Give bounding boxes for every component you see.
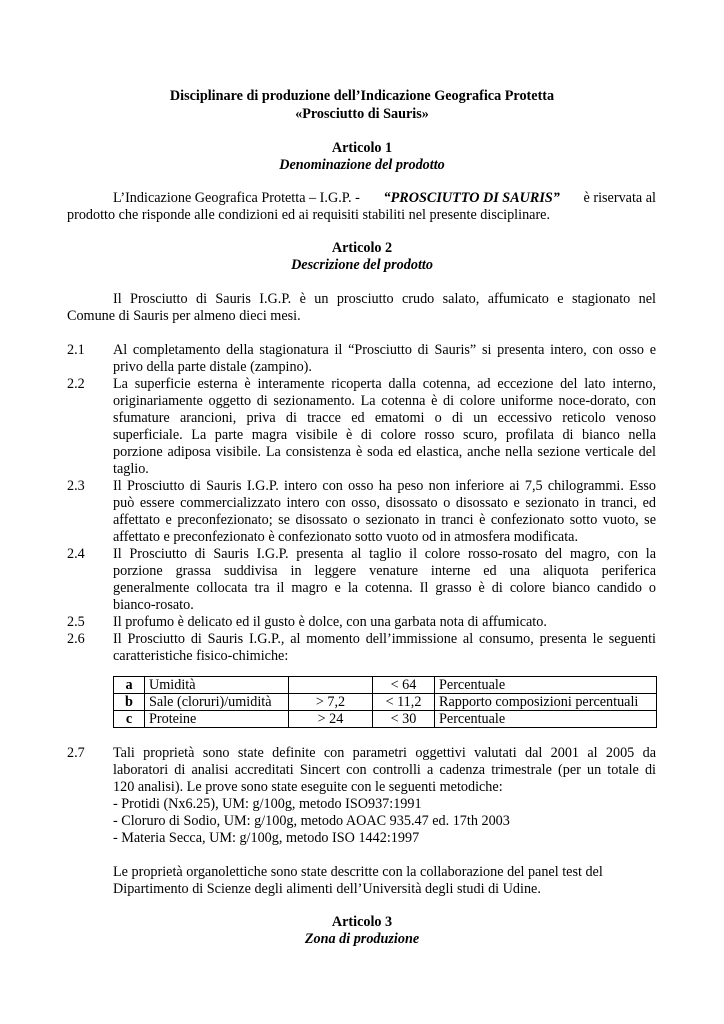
table-cell-parameter: Proteine xyxy=(145,711,289,728)
item-line: può essere commercializzato intero con osso, disossato o disossato e sezionato in tranci, ed xyxy=(113,495,656,511)
method-line: - Protidi (Nx6.25), UM: g/100g, metodo ISO937:1991 xyxy=(113,796,422,812)
article-1-paragraph-line2: prodotto che risponde alle condizioni ed ai requisiti stabiliti nel presente disciplinare. xyxy=(67,207,551,223)
table-cell-key: a xyxy=(114,677,145,694)
p1-part-a: L’Indicazione Geografica Protetta – I.G.P. - xyxy=(113,190,360,206)
article-2-subheading: Descrizione del prodotto xyxy=(291,257,433,273)
item-line: affettato e preconfezionato; se disossato o sezionato in tranci è confezionato sotto vuoto, se xyxy=(113,512,656,528)
document-title-line2: «Prosciutto di Sauris» xyxy=(295,106,429,122)
item-line: sfumature arancioni, priva di tracce ed ematomi o di un eccessivo reticolo venoso xyxy=(113,410,656,426)
table-cell-min: > 24 xyxy=(289,711,373,728)
item-line: Il Prosciutto di Sauris I.G.P. intero con osso ha peso non inferiore ai 7,5 chilogrammi. Esso xyxy=(113,478,656,494)
table-cell-max: < 64 xyxy=(373,677,435,694)
item-number: 2.5 xyxy=(67,614,85,630)
item-line: superficiale. La parte magra visibile è di colore rosso scuro, profilata di bianco nella xyxy=(113,427,656,443)
item-line: caratteristiche fisico-chimiche: xyxy=(113,648,289,664)
table-cell-unit: Rapporto composizioni percentuali xyxy=(435,694,657,711)
physico-chemical-table xyxy=(113,676,657,728)
table-cell-min xyxy=(289,677,373,694)
item-line: Tali proprietà sono state definite con parametri oggettivi valutati dal 2001 al 2005 da xyxy=(113,745,656,761)
table-cell-max: < 30 xyxy=(373,711,435,728)
item-line: affettato e preconfezionato è confezionato sotto vuoto od in atmosfera modificata. xyxy=(113,529,578,545)
article-2-intro-line2: Comune di Sauris per almeno dieci mesi. xyxy=(67,308,301,324)
method-line: - Materia Secca, UM: g/100g, metodo ISO 1442:1997 xyxy=(113,830,420,846)
table-row xyxy=(114,677,657,694)
item-line: bianco-rosato. xyxy=(113,597,194,613)
item-number: 2.7 xyxy=(67,745,85,761)
article-3-heading: Articolo 3 xyxy=(331,914,393,930)
table-cell-parameter: Umidità xyxy=(145,677,289,694)
table-cell-max: < 11,2 xyxy=(373,694,435,711)
table-cell-unit: Percentuale xyxy=(435,677,657,694)
item-number: 2.6 xyxy=(67,631,85,647)
item-number: 2.1 xyxy=(67,342,85,358)
document-title-line1: Disciplinare di produzione dell’Indicazione Geografica Protetta xyxy=(169,88,555,104)
p1-denomination: “PROSCIUTTO DI SAURIS” xyxy=(383,190,560,206)
item-line: La superficie esterna è interamente ricoperta dalla cotenna, ad eccezione del lato interno, xyxy=(113,376,656,392)
table-row xyxy=(114,711,657,728)
item-line: Il profumo è delicato ed il gusto è dolce, con una garbata nota di affumicato. xyxy=(113,614,547,630)
note-line: Le proprietà organolettiche sono state descritte con la collaborazione del panel test del xyxy=(113,864,603,880)
article-1-paragraph-line1 xyxy=(113,190,656,207)
table-cell-unit: Percentuale xyxy=(435,711,657,728)
item-line: porzione grassa suddivisa in leggere venature interne ed una aliquota periferica xyxy=(113,563,656,579)
item-line: taglio. xyxy=(113,461,149,477)
item-line: Il Prosciutto di Sauris I.G.P., al momento dell’immissione al consumo, presenta le seguenti xyxy=(113,631,656,647)
table-row xyxy=(114,694,657,711)
item-number: 2.3 xyxy=(67,478,85,494)
article-2-intro-line1: Il Prosciutto di Sauris I.G.P. è un prosciutto crudo salato, affumicato e stagionato nel xyxy=(113,291,656,307)
item-line: Al completamento della stagionatura il “Prosciutto di Sauris” si presenta intero, con osso e xyxy=(113,342,656,358)
p1-part-c: è riservata al xyxy=(583,190,656,206)
item-line: originariamente oggetto di sezionamento. La cotenna è di colore uniforme noce-dorato, con xyxy=(113,393,656,409)
table-cell-key: c xyxy=(114,711,145,728)
item-number: 2.4 xyxy=(67,546,85,562)
note-line: Dipartimento di Scienze degli alimenti dell’Università degli studi di Udine. xyxy=(113,881,541,897)
item-line: laboratori di analisi accreditati Sincert con controlli a cadenza trimestrale (per un totale di xyxy=(113,762,656,778)
table-cell-parameter: Sale (cloruri)/umidità xyxy=(145,694,289,711)
item-line: generalmente collocata tra il magro e la cotenna. Il grasso è di colore bianco candido o xyxy=(113,580,656,596)
item-number: 2.2 xyxy=(67,376,85,392)
item-line: privo della parte distale (zampino). xyxy=(113,359,312,375)
article-1-heading: Articolo 1 xyxy=(331,140,393,156)
article-3-subheading: Zona di produzione xyxy=(304,931,420,947)
method-line: - Cloruro di Sodio, UM: g/100g, metodo AOAC 935.47 ed. 17th 2003 xyxy=(113,813,510,829)
item-line: Il Prosciutto di Sauris I.G.P. presenta al taglio il colore rosso-rosato del magro, con la xyxy=(113,546,656,562)
article-1-subheading: Denominazione del prodotto xyxy=(279,157,445,173)
table-cell-key: b xyxy=(114,694,145,711)
item-line: 120 analisi). Le prove sono state eseguite con le seguenti metodiche: xyxy=(113,779,503,795)
table-cell-min: > 7,2 xyxy=(289,694,373,711)
article-2-heading: Articolo 2 xyxy=(331,240,393,256)
item-line: porzione adiposa visibile. La consistenza è soda ed elastica, anche nella sezione verticale del xyxy=(113,444,656,460)
